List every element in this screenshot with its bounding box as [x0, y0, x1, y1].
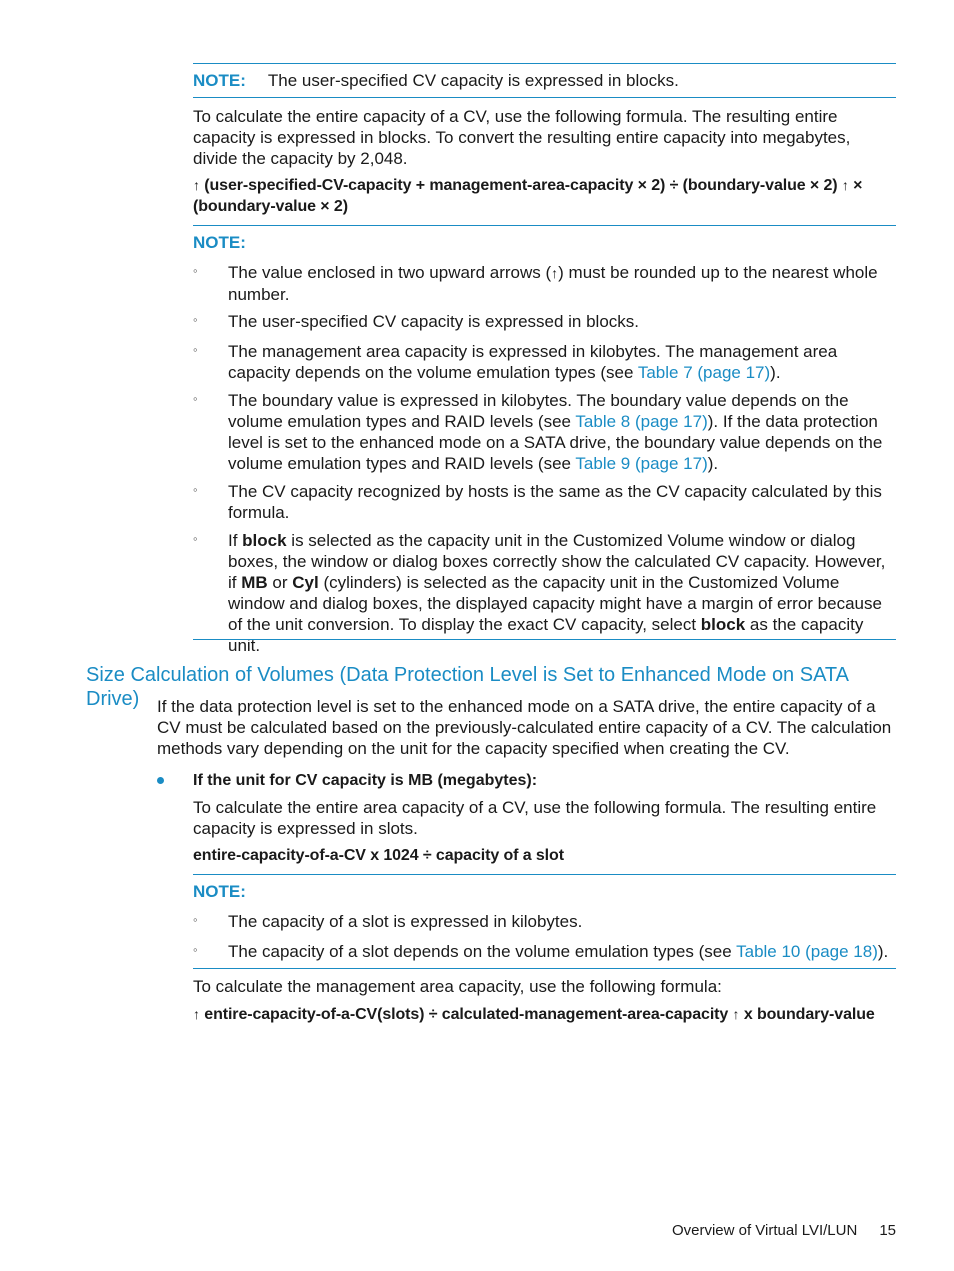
note3-top-rule — [193, 874, 896, 875]
note2-item-3-text-b: ). — [770, 363, 781, 382]
note2-item-6-bold-block: block — [242, 531, 287, 550]
up-arrow-icon: ↑ — [732, 1006, 740, 1022]
page-number: 15 — [879, 1222, 896, 1239]
note3-bottom-rule — [193, 968, 896, 969]
management-area-formula — [193, 1004, 898, 1025]
page-footer — [600, 1222, 896, 1239]
formula1-line2: (boundary-value × 2) — [193, 198, 348, 215]
note2-item-1 — [228, 262, 896, 305]
note2-item-6-bold-mb: MB — [241, 573, 268, 592]
note1-label: NOTE: — [193, 71, 246, 90]
note1-bottom-rule — [193, 97, 896, 98]
note2-item-3-text-a: The management area capacity is expressed in kilobytes. The management area capacity depends on the volume emulation types (see — [228, 342, 838, 382]
note2-item-5: The CV capacity recognized by hosts is the same as the CV capacity calculated by this formula. — [228, 482, 882, 522]
footer-title: Overview of Virtual LVI/LUN — [671, 1222, 858, 1239]
note2-label: NOTE: — [193, 233, 246, 252]
note2-item-6 — [228, 530, 898, 656]
up-arrow-icon: ↑ — [551, 265, 559, 281]
note3-item-2 — [228, 941, 898, 962]
formula2-text2: x boundary-value — [743, 1006, 875, 1023]
formula1-line1: (user-specified-CV-capacity + management-area-capacity × 2) ÷ (boundary-value × 2) — [204, 177, 838, 194]
note2-item-6-text-a: If — [228, 531, 243, 550]
note2-item-4-text-a: The boundary value is expressed in kilobytes. The boundary value depends on the volume emulation types and RAID levels (see — [228, 391, 849, 431]
circle-bullet-icon: ◦ — [193, 912, 198, 927]
intro-paragraph: To calculate the entire capacity of a CV, use the following formula. The resulting entire capacity is expressed in blocks. To convert the resulting entire capacity into megabytes, divide the capacity by 2,048. — [193, 107, 851, 168]
note1-top-rule — [193, 63, 896, 64]
bullet1-title: If the unit for CV capacity is MB (megabytes): — [193, 772, 538, 789]
note1-text: The user-specified CV capacity is expressed in blocks. — [267, 71, 679, 90]
circle-bullet-icon: ◦ — [193, 312, 198, 327]
note3-item-2-text-a: The capacity of a slot depends on the volume emulation types (see — [228, 942, 737, 961]
circle-bullet-icon: ◦ — [193, 263, 198, 278]
up-arrow-icon: ↑ — [193, 177, 200, 193]
bullet1-paragraph: To calculate the entire area capacity of a CV, use the following formula. The resulting entire capacity is expressed in slots. — [193, 798, 877, 838]
note2-item-4-text-c: ). — [707, 454, 719, 473]
circle-bullet-icon: ◦ — [193, 342, 198, 357]
table7-link[interactable]: Table 7 (page 17) — [637, 363, 771, 382]
table10-link[interactable]: Table 10 (page 18) — [736, 942, 878, 961]
bullet-dot-icon — [157, 777, 164, 784]
circle-bullet-icon: ◦ — [193, 482, 198, 497]
section-paragraph: If the data protection level is set to the enhanced mode on a SATA drive, the entire capacity of a CV must be calculated based on the previously-calculated entire capacity of a CV. The calculation methods vary depending on the unit for the capacity specified when creating the CV. — [157, 697, 892, 758]
up-arrow-icon: ↑ — [841, 177, 849, 193]
formula1-times: × — [853, 177, 863, 194]
note2-top-rule — [193, 225, 896, 226]
up-arrow-icon: ↑ — [193, 1006, 200, 1022]
table9-link[interactable]: Table 9 (page 17) — [575, 454, 708, 473]
table8-link[interactable]: Table 8 (page 17) — [575, 412, 708, 431]
note2-item-2: The user-specified CV capacity is expressed in blocks. — [228, 312, 640, 331]
circle-bullet-icon: ◦ — [193, 391, 198, 406]
note2-item-1-text-a: The value enclosed in two upward arrows ( — [228, 263, 552, 282]
note2-item-6-text-c: is selected as the capacity unit in the Customized Volume window or dialog boxes, the window or dialog boxes correctly show the calculated CV capacity. However, if — [228, 531, 886, 592]
note2-item-4 — [228, 390, 898, 474]
slot-capacity-formula: entire-capacity-of-a-CV x 1024 ÷ capacity of a slot — [193, 847, 564, 864]
note3-item-1: The capacity of a slot is expressed in kilobytes. — [228, 912, 583, 931]
circle-bullet-icon: ◦ — [193, 531, 198, 546]
entire-capacity-formula — [193, 175, 898, 217]
management-area-paragraph: To calculate the management area capacity, use the following formula: — [193, 977, 722, 996]
note2-item-3 — [228, 341, 898, 383]
note3-item-2-text-b: ). — [877, 942, 889, 961]
note2-bottom-rule — [193, 639, 896, 640]
note2-item-6-bold-block2: block — [700, 615, 746, 634]
note2-item-6-text-d: or — [267, 573, 293, 592]
note2-item-6-bold-cyl: Cyl — [292, 573, 319, 592]
note2-item-4-text-b: ). If the data protection level is set to the enhanced mode on a SATA drive, the boundary value depends on the volume emulation types and RAID levels (see — [228, 412, 883, 473]
note3-label: NOTE: — [193, 882, 246, 901]
section-heading: Size Calculation of Volumes (Data Protection Level is Set to Enhanced Mode on SATA Drive) — [86, 664, 848, 710]
formula2-text1: entire-capacity-of-a-CV(slots) ÷ calculated-management-area-capacity — [204, 1006, 729, 1023]
note2-item-6-text-e: (cylinders) is selected as the capacity unit in the Customized Volume window and dialog boxes, the displayed capacity might have a margin of error because of the unit conversion. To display the exact CV capacity, select — [228, 573, 882, 634]
circle-bullet-icon: ◦ — [193, 942, 198, 957]
note2-item-1-text-b: ) must be rounded up to the nearest whole number. — [228, 263, 878, 304]
note1 — [193, 70, 896, 91]
note2-item-6-text-f: as the capacity unit. — [228, 615, 864, 655]
